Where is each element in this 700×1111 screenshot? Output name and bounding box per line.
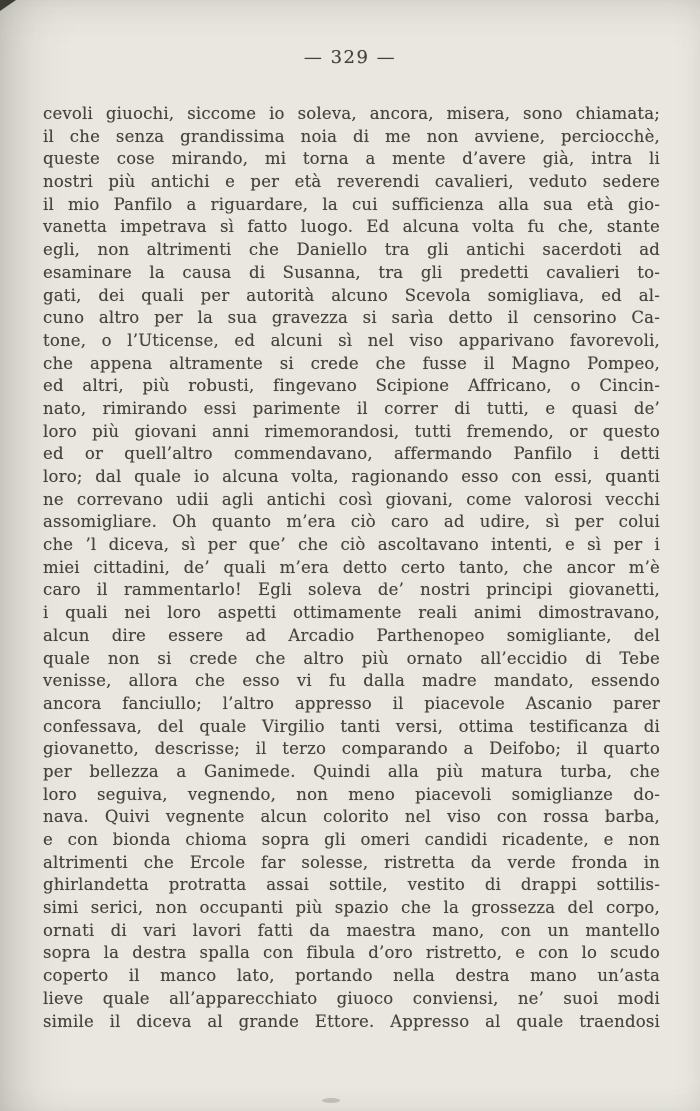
- text-line: quale non si crede che altro più ornato all’eccidio di Tebe: [43, 648, 660, 668]
- text-line: giovanetto, descrisse; il terzo comparando a Deifobo; il quarto: [43, 739, 660, 759]
- text-line: assomigliare. Oh quanto m’era ciò caro ad udire, sì per colui: [43, 512, 660, 532]
- text-line: miei cittadini, de’ quali m’era detto certo tanto, che ancor m’è: [43, 557, 660, 577]
- text-line: cevoli giuochi, siccome io soleva, ancora, misera, sono chiamata;: [43, 104, 660, 123]
- text-line: che ’l diceva, sì per que’ che ciò ascoltavano intenti, e sì per i: [43, 535, 660, 555]
- text-line: gati, dei quali per autorità alcuno Scevola somigliava, ed al-: [43, 285, 660, 305]
- text-line: ancora fanciullo; l’altro appresso il piacevole Ascanio parer: [43, 693, 660, 713]
- text-line: loro più giovani anni rimemorandosi, tutti fremendo, or questo: [43, 421, 660, 441]
- text-line: coperto il manco lato, portando nella destra mano un’asta: [43, 966, 660, 986]
- text-line: il che senza grandissima noia di me non avviene, perciocchè,: [43, 126, 660, 146]
- text-line: venisse, allora che esso vi fu dalla madre mandato, essendo: [43, 671, 660, 691]
- text-line: simi serici, non occupanti più spazio che la grossezza del corpo,: [43, 898, 660, 918]
- text-line: altrimenti che Ercole far solesse, ristretta da verde fronda in: [43, 852, 660, 872]
- text-line: caro il rammentarlo! Egli soleva de’ nostri principi giovanetti,: [43, 580, 660, 600]
- text-line: vanetta impetrava sì fatto luogo. Ed alcuna volta fu che, stante: [43, 217, 660, 237]
- page-number: — 329 —: [303, 47, 397, 68]
- text-line: cuno altro per la sua gravezza si sarìa detto il censorino Ca-: [43, 308, 660, 328]
- text-line: queste cose mirando, mi torna a mente d’avere già, intra li: [43, 149, 660, 169]
- text-line: tone, o l’Uticense, ed alcuni sì nel viso apparivano favorevoli,: [43, 330, 660, 350]
- text-line: egli, non altrimenti che Daniello tra gli antichi sacerdoti ad: [43, 240, 660, 260]
- text-line: sopra la destra spalla con fibula d’oro ristretto, e con lo scudo: [43, 943, 660, 963]
- body-text: [43, 103, 660, 1033]
- text-line: ghirlandetta protratta assai sottile, vestito di drappi sottilis-: [43, 875, 660, 895]
- text-line: alcun dire essere ad Arcadio Parthenopeo somigliante, del: [43, 625, 660, 645]
- text-line: esaminare la causa di Susanna, tra gli predetti cavalieri to-: [43, 262, 660, 282]
- text-line: nava. Quivi vegnente alcun colorito nel viso con rossa barba,: [43, 807, 660, 827]
- text-line: loro seguiva, vegnendo, non meno piacevoli somiglianze do-: [43, 784, 660, 804]
- text-line: il mio Panfilo a riguardare, la cui sufficienza alla sua età gio-: [43, 194, 660, 214]
- text-line: ornati di vari lavori fatti da maestra mano, con un mantello: [43, 920, 660, 940]
- text-line: ed or quell’altro commendavano, affermando Panfilo i detti: [43, 444, 660, 464]
- text-line: per bellezza a Ganimede. Quindi alla più matura turba, che: [43, 761, 660, 781]
- scan-bottom-smudge: [322, 1098, 340, 1103]
- scan-corner-artifact: [0, 0, 16, 11]
- text-line: confessava, del quale Virgilio tanti versi, ottima testificanza di: [43, 716, 660, 736]
- text-line: loro; dal quale io alcuna volta, ragionando esso con essi, quanti: [43, 467, 660, 486]
- text-line: ed altri, più robusti, fingevano Scipione Affricano, o Cincin-: [43, 376, 660, 396]
- text-line: nostri più antichi e per età reverendi cavalieri, veduto sedere: [43, 172, 660, 192]
- text-line: e con bionda chioma sopra gli omeri candidi ricadente, e non: [43, 830, 660, 849]
- text-line: nato, rimirando essi parimente il correr di tutti, e quasi de’: [43, 398, 660, 418]
- text-line: che appena altramente si crede che fusse il Magno Pompeo,: [43, 353, 660, 373]
- text-line: i quali nei loro aspetti ottimamente reali animi dimostravano,: [43, 603, 660, 623]
- text-line: lieve quale all’apparecchiato giuoco conviensi, ne’ suoi modi: [43, 988, 660, 1008]
- text-line: ne correvano udii agli antichi così giovani, come valorosi vecchi: [43, 489, 660, 509]
- text-line: simile il diceva al grande Ettore. Appresso al quale traendosi: [43, 1011, 660, 1031]
